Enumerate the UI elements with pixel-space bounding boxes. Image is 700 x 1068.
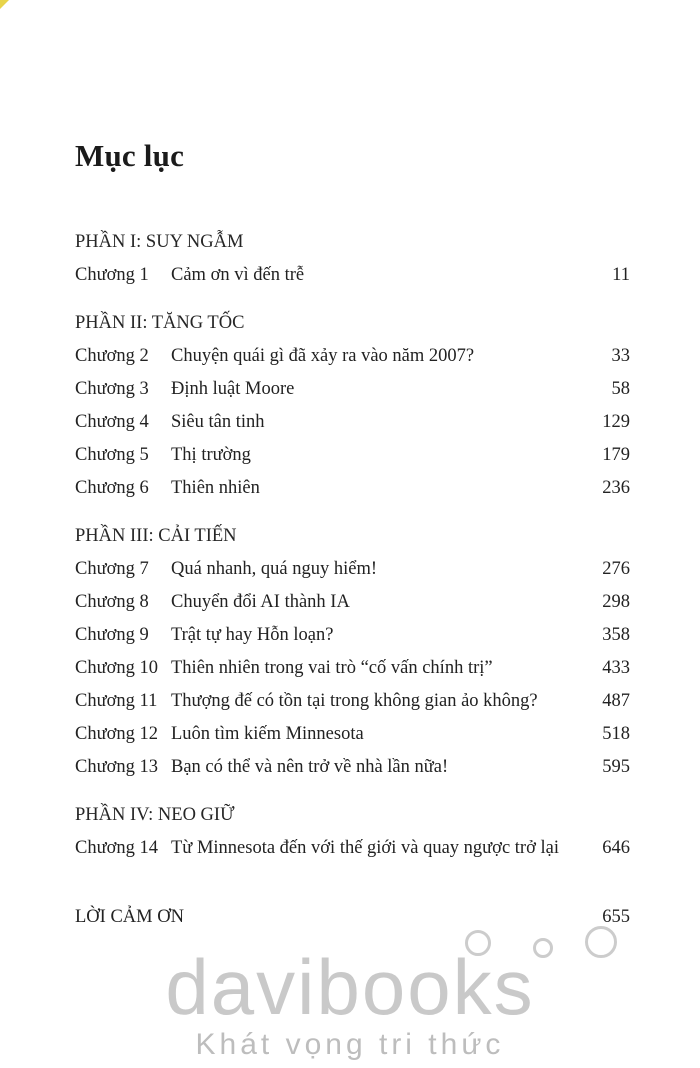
- chapter-title: Thiên nhiên: [171, 478, 260, 498]
- page-title: Mục lục: [75, 138, 185, 173]
- chapter-title: Trật tự hay Hỗn loạn?: [171, 625, 334, 645]
- chapter-label: Chương 4: [75, 412, 149, 432]
- chapter-label: Chương 13: [75, 757, 159, 777]
- chapter-title: Quá nhanh, quá nguy hiểm!: [171, 559, 378, 579]
- watermark-tagline: Khát vọng tri thức: [195, 1028, 505, 1061]
- chapter-label: Chương 1: [75, 265, 149, 285]
- toc-entry: [75, 259, 630, 292]
- chapter-title: Thiên nhiên trong vai trò “cố vấn chính trị”: [171, 658, 493, 678]
- toc-entry: [75, 439, 630, 472]
- page-number: 11: [612, 265, 630, 285]
- page-number: 655: [602, 907, 630, 927]
- toc-entry: [75, 586, 630, 619]
- page-number: 58: [611, 379, 630, 399]
- page-number: 646: [602, 838, 630, 858]
- toc-entry: [75, 373, 630, 406]
- page-number: 433: [602, 658, 630, 678]
- page-number: 179: [602, 445, 630, 465]
- toc-entry: [75, 685, 630, 718]
- chapter-label: Chương 11: [75, 691, 158, 711]
- chapter-label: Chương 14: [75, 838, 159, 858]
- toc-entry: [75, 718, 630, 751]
- page-number: 236: [602, 478, 630, 498]
- chapter-label: Chương 2: [75, 346, 149, 366]
- chapter-label: Chương 9: [75, 625, 149, 645]
- chapter-title: Định luật Moore: [171, 379, 295, 399]
- part-heading: PHẦN IV: NEO GIỮ: [75, 805, 235, 825]
- chapter-title: Chuyện quái gì đã xảy ra vào năm 2007?: [171, 346, 475, 366]
- toc-entry: [75, 832, 630, 865]
- part-heading: PHẦN II: TĂNG TỐC: [75, 313, 245, 333]
- part-heading: PHẦN I: SUY NGẪM: [75, 232, 244, 252]
- chapter-label: Chương 5: [75, 445, 149, 465]
- page-number: 358: [602, 625, 630, 645]
- page-number: 518: [602, 724, 630, 744]
- chapter-label: Chương 12: [75, 724, 159, 744]
- toc-part-1: [75, 226, 630, 292]
- part-heading: PHẦN III: CẢI TIẾN: [75, 526, 237, 546]
- toc-part-2: [75, 307, 630, 505]
- toc-entry: [75, 652, 630, 685]
- acknowledgements-entry: [75, 901, 630, 934]
- toc-entry: [75, 472, 630, 505]
- watermark-ring-icon: [533, 938, 553, 958]
- chapter-label: Chương 7: [75, 559, 149, 579]
- davibooks-watermark: [0, 943, 700, 1062]
- table-of-contents: [75, 226, 630, 934]
- toc-part-3: [75, 520, 630, 784]
- chapter-title: Cảm ơn vì đến trễ: [171, 265, 305, 285]
- chapter-title: Luôn tìm kiếm Minnesota: [171, 724, 364, 744]
- chapter-title: Từ Minnesota đến với thế giới và quay ngược trở lại: [171, 838, 559, 858]
- chapter-title: Siêu tân tinh: [171, 412, 265, 432]
- page-number: 276: [602, 559, 630, 579]
- page-number: 487: [602, 691, 630, 711]
- chapter-label: Chương 8: [75, 592, 149, 612]
- page-number: 298: [602, 592, 630, 612]
- page-number: 33: [611, 346, 630, 366]
- chapter-label: Chương 6: [75, 478, 149, 498]
- toc-part-4: [75, 799, 630, 865]
- chapter-label: Chương 3: [75, 379, 149, 399]
- toc-entry: [75, 751, 630, 784]
- page-number: 129: [602, 412, 630, 432]
- chapter-title: Thị trường: [171, 445, 251, 465]
- toc-entry: [75, 553, 630, 586]
- chapter-label: Chương 10: [75, 658, 159, 678]
- toc-entry: [75, 406, 630, 439]
- toc-entry: [75, 619, 630, 652]
- chapter-title: Chuyển đổi AI thành IA: [171, 592, 350, 612]
- chapter-title: Thượng đế có tồn tại trong không gian ảo không?: [171, 691, 538, 711]
- scan-corner-artifact: [0, 0, 9, 9]
- acknowledgements-title: LỜI CẢM ƠN: [75, 907, 184, 927]
- page-number: 595: [602, 757, 630, 777]
- toc-entry: [75, 340, 630, 373]
- chapter-title: Bạn có thể và nên trở về nhà lần nữa!: [171, 757, 449, 777]
- watermark-brand: davibooks: [165, 943, 535, 1031]
